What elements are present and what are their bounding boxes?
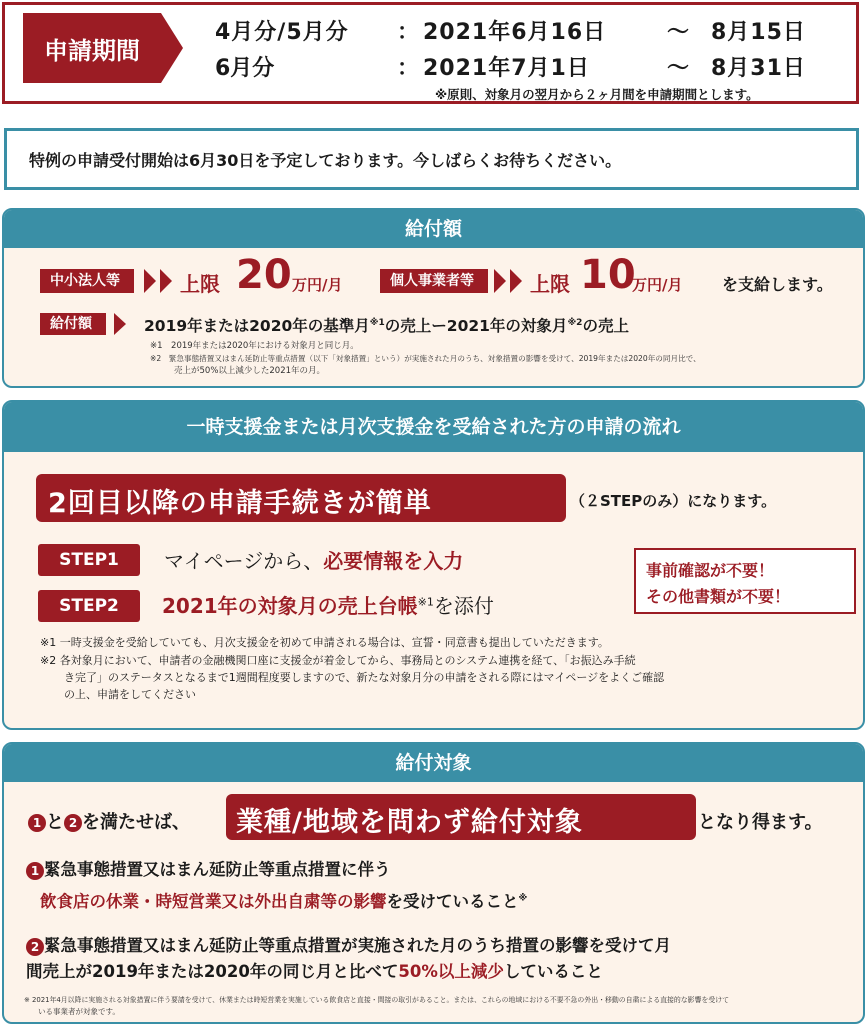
lead-satisfy: を満たせば、 <box>82 812 190 833</box>
benefit-note3: 売上が50%以上減少した2021年の月。 <box>174 366 326 376</box>
period-row1-tilde: ～ <box>667 20 690 45</box>
cond1-mark: ※ <box>518 893 528 904</box>
period-row2-to: 8月31日 <box>711 56 806 81</box>
formula-part-b: の売上ー2021年の対象月 <box>384 317 568 335</box>
eligibility-title: 給付対象 <box>4 744 863 782</box>
period-note: ※原則、対象月の翌月から２ヶ月間を申請期間とします。 <box>435 87 759 102</box>
application-flow-title: 一時支援金または月次支援金を受給された方の申請の流れ <box>4 402 863 452</box>
application-flow-panel <box>2 400 865 730</box>
eligibility-panel <box>2 742 865 1024</box>
corp-tag: 中小法人等 <box>40 269 134 293</box>
period-row1-to: 8月15日 <box>711 20 806 45</box>
flow-headline-tail: （２STEPのみ）になります。 <box>570 492 777 510</box>
period-row1-from: 2021年6月16日 <box>423 20 607 45</box>
eligibility-headline-tail: となり得ます。 <box>698 812 823 833</box>
step2-sup: ※1 <box>417 595 434 609</box>
individual-limit-prefix: 上限 <box>530 272 570 296</box>
cond1-number-icon: 1 <box>26 862 44 880</box>
step2-tag: STEP2 <box>38 590 140 622</box>
flow-note2a: ※2 各対象月において、申請者の金融機関口座に支援金が着金してから、事務局とのシステム連携を経て、「お振込み手続 <box>40 654 636 667</box>
flow-note2b: き完了」のステータスとなるまで1週間程度要しますので、新たな対象月分の申請をされる際にはマイページをよくご確認 <box>64 671 665 684</box>
period-row2-colon: ： <box>397 56 420 81</box>
badge-line1: 事前確認が不要！ <box>646 561 775 580</box>
condition-number-2-icon: 2 <box>64 814 82 832</box>
benefit-note1: ※1 2019年または2020年における対象月と同じ月。 <box>150 341 359 351</box>
flow-note1: ※1 一時支援金を受給していても、月次支援金を初めて申請される場合は、宣誓・同意書も提出していただきます。 <box>40 636 609 649</box>
cond1-title: 緊急事態措置又はまん延防止等重点措置に伴う <box>44 860 391 879</box>
cond1-red: 飲食店の休業・時短営業又は外出自粛等の影響 <box>40 892 387 911</box>
formula-part-c: の売上 <box>582 317 629 335</box>
formula-tag: 給付額 <box>40 313 106 335</box>
no-preconfirm-badge <box>634 548 856 614</box>
period-row1-month: 4月分/5月分 <box>215 20 349 45</box>
benefit-amount-title: 給付額 <box>4 210 863 248</box>
lead-and: と <box>46 812 64 833</box>
cond2-tail: していること <box>503 962 603 981</box>
individual-tag-chevron <box>494 269 506 293</box>
individual-tag-chevron2 <box>510 269 522 293</box>
individual-limit-amount: 10 <box>580 252 636 298</box>
eligibility-headline: 業種/地域を問わず給付対象 <box>236 807 583 838</box>
eligibility-foot1: ※ 2021年4月以降に実施される対象措置に伴う要請を受けて、休業または時短営業を実施している飲食店と直接・間接の取引があること。または、これらの地域における不要不急の外出・移動の自粛による直接的な影響を受けて <box>24 996 730 1004</box>
step2-red: 2021年の対象月の売上台帳 <box>162 594 418 618</box>
notice-text: 特例の申請受付開始は6月30日を予定しております。今しばらくお待ちください。 <box>29 151 622 170</box>
period-label-chevron <box>161 13 183 83</box>
period-label: 申請期間 <box>44 37 140 65</box>
badge-line2: その他書類が不要！ <box>646 587 791 606</box>
cond2-line2a: 間売上が2019年または2020年の同じ月と比べて <box>26 962 399 981</box>
corp-limit-amount: 20 <box>236 252 292 298</box>
formula-part-a: 2019年または2020年の基準月 <box>144 317 370 335</box>
corp-tag-chevron <box>144 269 156 293</box>
benefit-note2: ※2 緊急事態措置又はまん延防止等重点措置（以下「対象措置」という）が実施された月のうち、対象措置の影響を受けて、2019年または2020年の同月比で、 <box>150 354 701 363</box>
period-row1-colon: ： <box>397 20 420 45</box>
eligibility-foot2: いる事業者が対象です。 <box>38 1007 120 1016</box>
period-row2-tilde: ～ <box>667 56 690 81</box>
step1-plain: マイページから、 <box>164 549 324 573</box>
step1-red: 必要情報を入力 <box>323 549 464 573</box>
flow-note2c: の上、申請をしてください <box>64 688 196 701</box>
condition-number-1-icon: 1 <box>28 814 46 832</box>
formula-sup1: ※1 <box>369 317 385 328</box>
corp-tag-chevron2 <box>160 269 172 293</box>
benefit-tail: を支給します。 <box>722 275 833 294</box>
formula-tag-chevron <box>114 313 126 335</box>
application-period-box <box>2 2 859 104</box>
individual-limit-unit: 万円/月 <box>632 276 683 294</box>
step1-tag: STEP1 <box>38 544 140 576</box>
period-row2-from: 2021年7月1日 <box>423 56 590 81</box>
flow-headline: 2回目以降の申請手続きが簡単 <box>48 488 432 519</box>
cond2-number-icon: 2 <box>26 938 44 956</box>
corp-limit-prefix: 上限 <box>180 272 220 296</box>
individual-tag: 個人事業者等 <box>380 269 488 293</box>
cond2-line1: 緊急事態措置又はまん延防止等重点措置が実施された月のうち措置の影響を受けて月 <box>44 936 671 955</box>
cond1-tail: を受けていること <box>386 892 519 911</box>
corp-limit-unit: 万円/月 <box>292 276 343 294</box>
step2-plain: を添付 <box>433 594 494 618</box>
formula-sup2: ※2 <box>567 317 583 328</box>
cond2-red: 50%以上減少 <box>398 962 504 981</box>
period-row2-month: 6月分 <box>215 56 275 81</box>
benefit-amount-panel <box>2 208 865 388</box>
notice-box <box>4 128 859 190</box>
